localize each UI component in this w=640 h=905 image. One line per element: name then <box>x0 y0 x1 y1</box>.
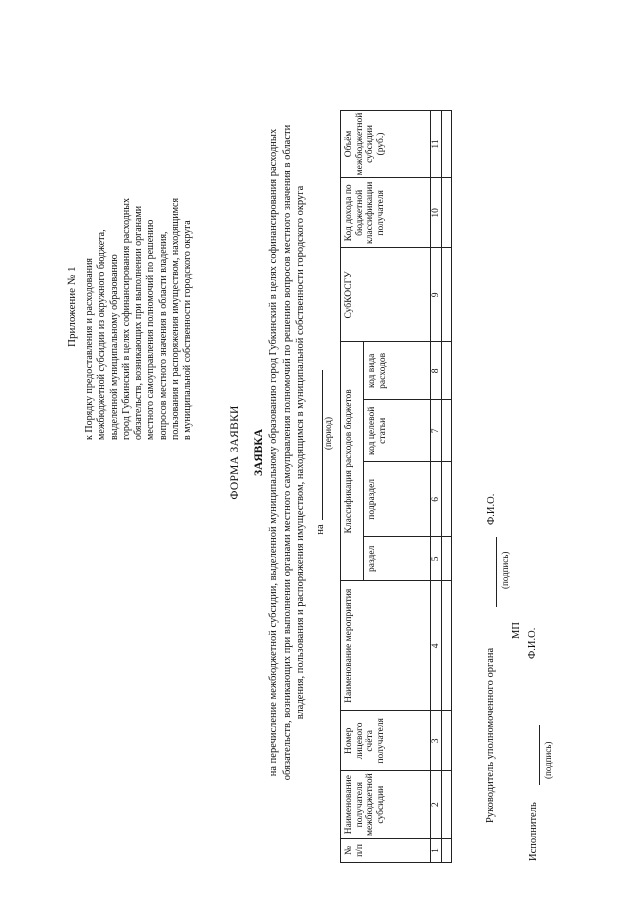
head-signature-caption: (подпись) <box>500 551 510 589</box>
header-event: Наименование мероприятия <box>341 581 431 711</box>
header-income-code: Код дохода по бюджетной классификации получателя <box>341 178 431 248</box>
period-line <box>312 0 326 905</box>
empty-cell <box>442 537 452 581</box>
appendix-line: вопросов местного значения в области владения, <box>157 231 169 440</box>
column-number: 9 <box>431 248 442 342</box>
column-number: 6 <box>431 462 442 537</box>
application-title: ЗАЯВКА <box>253 429 265 476</box>
header-recipient: Наименование получателя межбюджетной субсидии <box>341 771 431 839</box>
form-title: ФОРМА ЗАЯВКИ <box>229 405 241 500</box>
head-fio: Ф.И.О. <box>486 493 497 525</box>
header-target: код целевой статьи <box>364 400 431 462</box>
request-table <box>340 110 452 863</box>
period-blank <box>312 370 323 520</box>
description-line: обязательств, возникающих при выполнении органами местного самоуправления полномочий по решению вопросов местного значения в области <box>281 124 293 781</box>
executor-signature-line <box>539 725 540 785</box>
executor-label: Исполнитель <box>528 802 539 861</box>
appendix-line: обязательств, возникающих при выполнении органами <box>133 205 145 440</box>
column-number: 11 <box>431 110 442 178</box>
appendix-line: межбюджетной субсидии из окружного бюджета, <box>96 229 108 440</box>
head-label: Руководитель уполномоченного органа <box>485 647 496 823</box>
header-kosgu: СубКОСГУ <box>341 248 431 342</box>
empty-cell <box>442 248 452 342</box>
empty-cell <box>442 711 452 771</box>
column-number: 4 <box>431 581 442 711</box>
appendix-line: местного самоуправления полномочий по решению <box>145 219 157 440</box>
column-number: 1 <box>431 839 442 863</box>
head-signature-line <box>496 537 497 607</box>
empty-cell <box>442 178 452 248</box>
empty-cell <box>442 771 452 839</box>
column-number: 3 <box>431 711 442 771</box>
executor-fio: Ф.И.О. <box>527 627 538 659</box>
header-section: раздел <box>364 537 431 581</box>
appendix-title: Приложение № 1 <box>66 266 78 347</box>
empty-cell <box>442 110 452 178</box>
column-number: 8 <box>431 342 442 400</box>
empty-row <box>442 110 452 862</box>
column-number: 5 <box>431 537 442 581</box>
column-number: 2 <box>431 771 442 839</box>
column-number: 10 <box>431 178 442 248</box>
appendix-line: к Порядку предоставления и расходования <box>84 257 95 440</box>
header-expense-type: код вида расходов <box>364 342 431 400</box>
header-classification: Классификация расходов бюджетов <box>341 342 364 581</box>
header-num: № п/п <box>341 839 431 863</box>
description-line: на перечисление межбюджетной субсидии, выделенной муниципальному образованию город Губкинский в целях софинансирования расходных <box>268 128 279 777</box>
application-description <box>267 80 308 825</box>
executor-signature-caption: (подпись) <box>543 741 553 779</box>
appendix-line: в муниципальной собственности городского округа <box>182 220 194 440</box>
appendix-line: пользования и распоряжения имуществом, находящимся <box>170 197 182 440</box>
empty-cell <box>442 462 452 537</box>
appendix-line: город Губкинский в целях софинансирования расходных <box>120 198 132 440</box>
header-subsection: подраздел <box>364 462 431 537</box>
appendix-text <box>84 20 195 440</box>
period-caption: (период) <box>323 417 333 450</box>
empty-cell <box>442 400 452 462</box>
stamp-mark: МП <box>511 622 522 639</box>
empty-cell <box>442 342 452 400</box>
empty-cell <box>442 581 452 711</box>
header-amount: Объём межбюджетной субсидии (руб.) <box>341 110 431 178</box>
column-number: 7 <box>431 400 442 462</box>
empty-cell <box>442 839 452 863</box>
header-account: Номер лицевого счёта получателя <box>341 711 431 771</box>
description-line: владения, пользования и распоряжения имуществом, находящимся в муниципальной собственности городского округа <box>295 185 307 720</box>
appendix-line: выделенной муниципальному образованию <box>108 254 120 440</box>
period-prefix: на <box>315 524 326 535</box>
